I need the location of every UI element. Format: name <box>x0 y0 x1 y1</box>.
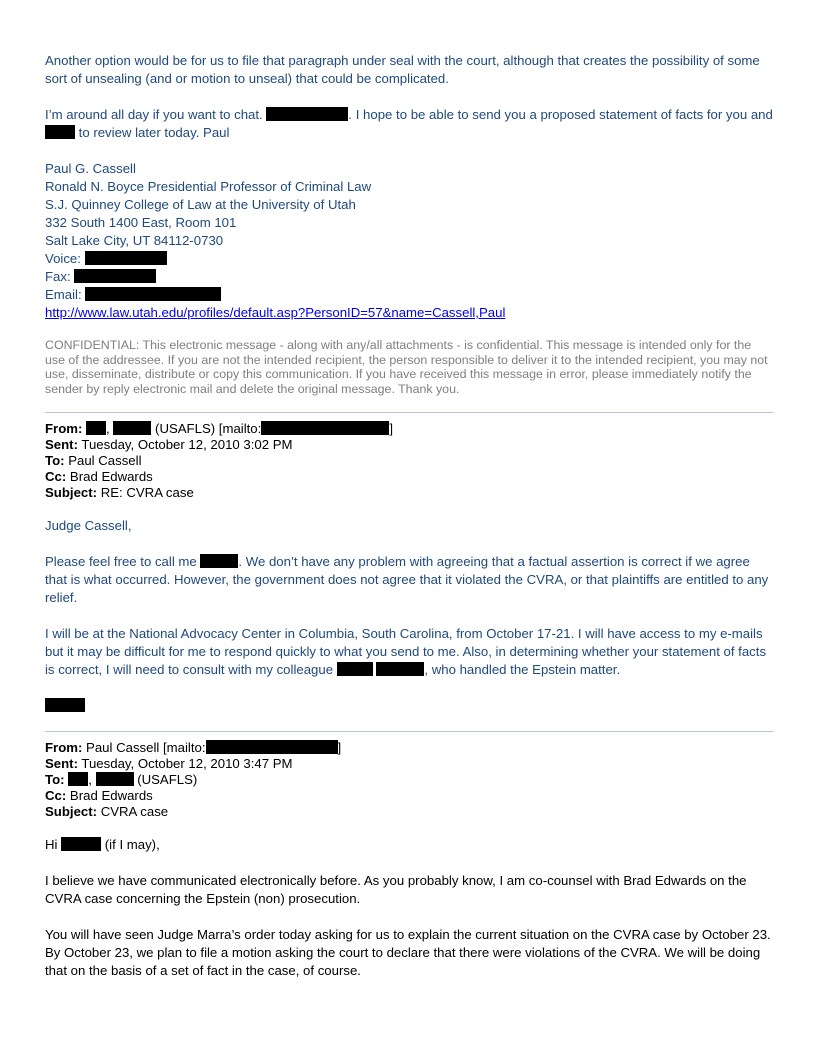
redaction-box <box>113 421 151 435</box>
header-cc <box>45 469 773 485</box>
cc-label: Cc: <box>45 469 67 484</box>
redaction-box <box>200 554 238 568</box>
email2-paragraph-1: I believe we have communicated electronically before. As you probably know, I am co-counsel with Brad Edwards on the CVRA case concerning the Epstein (non) prosecution. <box>45 873 747 906</box>
subject-label: Subject: <box>45 804 98 819</box>
chat-text-c: to review later today. Paul <box>75 125 230 140</box>
paragraph-seal-option: Another option would be for us to file that paragraph under seal with the court, although that creates the possibility of some sort of unsealing (and or motion to unseal) that could be complicated. <box>45 53 760 86</box>
redaction-box <box>206 740 338 754</box>
sent-label: Sent: <box>45 756 78 771</box>
cc-value: Brad Edwards <box>69 788 153 803</box>
from-value: Paul Cassell [mailto: <box>86 740 206 755</box>
email-header-1 <box>45 421 773 501</box>
signature-name: Paul G. Cassell <box>45 161 136 176</box>
chat-text-a: I’m around all day if you want to chat. <box>45 107 267 122</box>
redaction-box <box>337 662 373 676</box>
header-subject <box>45 804 773 820</box>
profile-link[interactable]: http://www.law.utah.edu/profiles/default.asp?PersonID=57&name=Cassell,Paul <box>45 305 506 320</box>
header-from <box>45 740 773 756</box>
subject-value: CVRA case <box>100 804 169 819</box>
confidentiality-notice: CONFIDENTIAL: This electronic message - along with any/all attachments - is confidential. This message is intended only for the use of the addressee. If you are not the intended recipient, the person responsible to deliver it to the intended recipient, you may not use, disseminate, distribute or copy this communication. If you have received this message in error, please immediately notify the sender by reply electronic mail and delete the original message. Thank you. <box>45 338 768 396</box>
greeting-b: (if I may), <box>101 837 160 852</box>
email1-paragraph-2 <box>45 625 773 679</box>
from-end: ] <box>337 740 342 755</box>
to-label: To: <box>45 772 65 787</box>
email-header-2 <box>45 740 773 820</box>
subject-value: RE: CVRA case <box>100 485 194 500</box>
signature-fax <box>45 268 773 286</box>
from-label: From: <box>45 740 83 755</box>
to-value: (USAFLS) <box>137 772 198 787</box>
email2-greeting <box>45 836 773 854</box>
subject-label: Subject: <box>45 485 98 500</box>
signature-block <box>45 160 773 322</box>
to-value: Paul Cassell <box>68 453 142 468</box>
paragraph-chat <box>45 106 773 142</box>
signature-address-line2: Salt Lake City, UT 84112-0730 <box>45 233 224 248</box>
redaction-box <box>85 287 221 301</box>
email1-p2-a: I will be at the National Advocacy Center in Columbia, South Carolina, from October 17-21. I will have access to my e-mails but it may be difficult for me to respond quickly to what you send to me. Also, in determining whether your statement of facts is correct, I will need to consult with my colleague <box>45 626 767 677</box>
header-sent <box>45 437 773 453</box>
divider <box>45 731 773 732</box>
header-subject <box>45 485 773 501</box>
signature-school: S.J. Quinney College of Law at the University of Utah <box>45 197 356 212</box>
to-label: To: <box>45 453 65 468</box>
email-label: Email: <box>45 287 86 302</box>
redaction-box <box>266 107 348 121</box>
signature-voice <box>45 250 773 268</box>
redaction-box <box>74 269 156 283</box>
chat-text-b: . I hope to be able to send you a proposed statement of facts for you and <box>348 107 773 122</box>
redaction-box <box>261 421 389 435</box>
redaction-box <box>45 698 85 712</box>
email1-greeting: Judge Cassell, <box>45 518 132 533</box>
redaction-box <box>45 125 75 139</box>
redaction-box <box>96 772 134 786</box>
email1-paragraph-1 <box>45 553 773 607</box>
sent-value: Tuesday, October 12, 2010 3:02 PM <box>81 437 293 452</box>
from-label: From: <box>45 421 83 436</box>
voice-label: Voice: <box>45 251 85 266</box>
signature-address-line1: 332 South 1400 East, Room 101 <box>45 215 237 230</box>
redaction-box <box>68 772 88 786</box>
sent-label: Sent: <box>45 437 78 452</box>
header-to: To: , (USAFLS) <box>45 772 198 787</box>
email1-p1-b: . We don’t have any problem with agreeing that a factual assertion is correct if we agree that is what occurred. However, the government does not agree that it violated the CVRA, or that plaintiffs are entitled to any relief. <box>45 554 769 605</box>
header-from: From: , (USAFLS) [mailto: ] <box>45 421 393 436</box>
redaction-box <box>376 662 424 676</box>
sent-value: Tuesday, October 12, 2010 3:47 PM <box>81 756 293 771</box>
redaction-box <box>85 251 167 265</box>
signature-email <box>45 286 773 304</box>
redaction-box <box>61 837 101 851</box>
fax-label: Fax: <box>45 269 75 284</box>
greeting-a: Hi <box>45 837 62 852</box>
email2-paragraph-2: You will have seen Judge Marra’s order today asking for us to explain the current situation on the CVRA case by October 23. By October 23, we plan to file a motion asking the court to declare that there were violations of the CVRA. We will be doing that on the basis of a set of fact in the case, of course. <box>45 927 771 978</box>
cc-value: Brad Edwards <box>69 469 153 484</box>
signature-title: Ronald N. Boyce Presidential Professor of Criminal Law <box>45 179 372 194</box>
header-sent <box>45 756 773 772</box>
from-mailto: (USAFLS) [mailto: <box>155 421 262 436</box>
header-cc <box>45 788 773 804</box>
email1-p2-b: , who handled the Epstein matter. <box>424 662 621 677</box>
email-document <box>45 52 773 980</box>
from-end: ] <box>389 421 393 436</box>
email1-p1-a: Please feel free to call me <box>45 554 201 569</box>
redaction-box <box>86 421 106 435</box>
divider <box>45 412 773 413</box>
header-to <box>45 453 773 469</box>
cc-label: Cc: <box>45 788 67 803</box>
